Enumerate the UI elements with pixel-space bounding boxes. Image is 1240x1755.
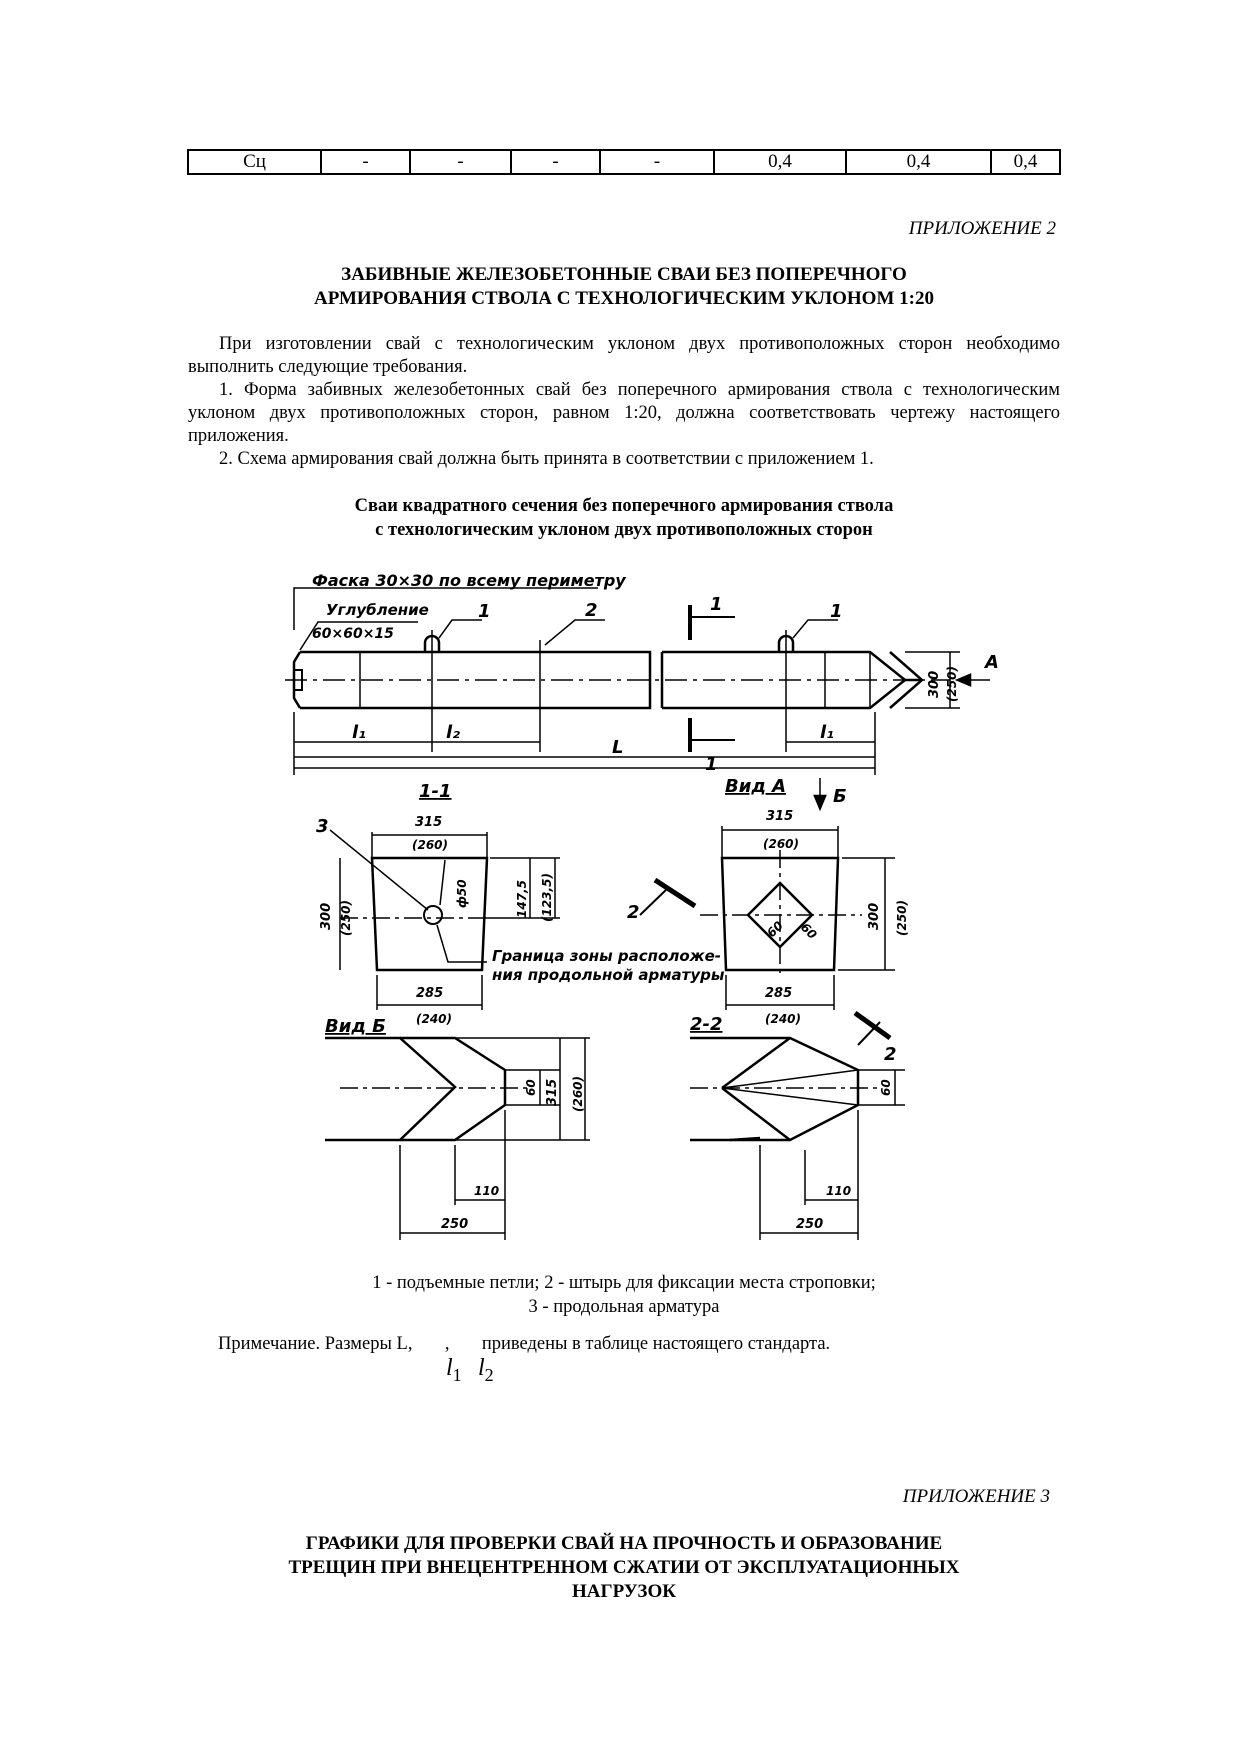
table-cell: 0,4 — [991, 150, 1060, 174]
table-cell: - — [600, 150, 714, 174]
table-cell: Сц — [188, 150, 321, 174]
view-a-arrow-label: А — [985, 652, 999, 673]
view-b — [325, 1038, 590, 1240]
mark-3: 3 — [316, 816, 329, 837]
dim-250-plain: 250 — [441, 1217, 469, 1232]
dim-250: (250) — [895, 899, 909, 936]
section-2-2-label: 2-2 — [690, 1014, 723, 1035]
mark-1: 1 — [710, 594, 723, 615]
zone-label: Граница зоны расположе- — [492, 947, 721, 965]
note-l2-letter: l — [478, 1355, 485, 1381]
section-1-1-label: 1-1 — [419, 781, 452, 802]
appendix-3-label: ПРИЛОЖЕНИЕ 3 — [902, 1486, 1050, 1507]
recess-label: Углубление — [326, 601, 429, 619]
dim-60: 60 — [764, 918, 786, 941]
note: Примечание. Размеры L, , приведены в таблице настоящего стандарта. — [218, 1334, 831, 1354]
table-cell: 0,4 — [846, 150, 991, 174]
mark-1: 1 — [478, 601, 491, 622]
zone-label: ния продольной арматуры — [492, 966, 725, 984]
dim-110: 110 — [826, 1184, 852, 1198]
appendix-2-label: ПРИЛОЖЕНИЕ 2 — [908, 218, 1056, 239]
paragraph: 1. Форма забивных железобетонных свай без поперечного армирования ствола с технологическим уклоном двух противоположных сторон, равном 1:20, должна соответствовать чертежу настоящего приложения. — [188, 380, 1060, 446]
section-2-2 — [690, 1013, 905, 1240]
title-line: ЗАБИВНЫЕ ЖЕЛЕЗОБЕТОННЫЕ СВАИ БЕЗ ПОПЕРЕЧНОГО — [341, 264, 907, 285]
dim-315: 315 — [545, 1078, 560, 1106]
dim-300: 300 — [927, 670, 942, 698]
title-line: ГРАФИКИ ДЛЯ ПРОВЕРКИ СВАЙ НА ПРОЧНОСТЬ И ОБРАЗОВАНИЕ — [305, 1533, 943, 1554]
caption-line: 1 - подъемные петли; 2 - штырь для фиксации места строповки; — [372, 1273, 876, 1293]
dim-285: 285 — [416, 986, 444, 1001]
view-a — [700, 778, 895, 1010]
note-l2-sub: 2 — [484, 1364, 494, 1385]
dim-60: 60 — [879, 1079, 893, 1096]
dim-60: 60 — [797, 920, 820, 942]
appendix-3-title — [187, 1532, 1061, 1604]
dim-l1: l₁ — [820, 722, 835, 743]
table-cell: - — [410, 150, 511, 174]
dim-285: 285 — [765, 986, 793, 1001]
note-l1 — [446, 1355, 462, 1386]
paragraph: При изготовлении свай с технологическим уклоном двух противоположных сторон необходимо выполнить следующие требования. — [188, 334, 1060, 377]
figure-caption — [187, 1271, 1061, 1319]
dim-240: (240) — [416, 1012, 453, 1026]
table-cell: - — [321, 150, 410, 174]
dim-300: 300 — [319, 902, 334, 930]
dim-phi50: ф50 — [455, 879, 469, 908]
caption-line: 3 - продольная арматура — [528, 1297, 720, 1317]
dim-250-plain: 250 — [796, 1217, 824, 1232]
title-line: НАГРУЗОК — [572, 1581, 676, 1602]
mark-2: 2 — [627, 902, 640, 923]
note-l2 — [478, 1355, 494, 1386]
dim-260: (260) — [571, 1075, 585, 1112]
dim-260: (260) — [763, 837, 800, 851]
title-line: АРМИРОВАНИЯ СТВОЛА С ТЕХНОЛОГИЧЕСКИМ УКЛОНОМ 1:20 — [314, 288, 934, 309]
title-line: Сваи квадратного сечения без поперечного армирования ствола — [354, 496, 894, 516]
dim-250: (250) — [339, 899, 353, 936]
dim-300: 300 — [867, 902, 882, 930]
note-l1-sub: 1 — [452, 1364, 462, 1385]
dim-260: (260) — [412, 838, 449, 852]
dim-110: 110 — [474, 1184, 500, 1198]
view-b-arrow-label: Б — [833, 786, 847, 807]
note-l1-letter: l — [446, 1355, 453, 1381]
title-line: с технологическим уклоном двух противоположных сторон — [375, 520, 873, 540]
dim-315: 315 — [766, 809, 794, 824]
dim-l1: l₁ — [352, 722, 367, 743]
table-cell: 0,4 — [714, 150, 846, 174]
title-line: ТРЕЩИН ПРИ ВНЕЦЕНТРЕННОМ СЖАТИИ ОТ ЭКСПЛУАТАЦИОННЫХ — [288, 1557, 960, 1578]
table-cell: - — [511, 150, 600, 174]
recess-size: 60×60×15 — [312, 626, 394, 642]
dim-315: 315 — [415, 815, 443, 830]
dim-147-5: 147,5 — [515, 880, 529, 918]
mark-2: 2 — [585, 600, 598, 621]
chamfer-label: Фаска 30×30 по всему периметру — [312, 571, 626, 590]
dim-60: 60 — [524, 1079, 538, 1096]
paragraph: 2. Схема армирования свай должна быть принята в соответствии с приложением 1. — [219, 449, 874, 469]
dim-l2: l₂ — [446, 722, 461, 743]
view-b-label: Вид Б — [325, 1016, 386, 1037]
dim-250: (250) — [945, 665, 959, 702]
dim-240: (240) — [765, 1012, 802, 1026]
mark-1: 1 — [705, 754, 718, 775]
mark-1: 1 — [830, 601, 843, 622]
mark-2: 2 — [884, 1044, 897, 1065]
dim-L: L — [612, 737, 624, 758]
view-a-label: Вид А — [725, 776, 787, 797]
dim-123-5: (123,5) — [540, 873, 554, 922]
